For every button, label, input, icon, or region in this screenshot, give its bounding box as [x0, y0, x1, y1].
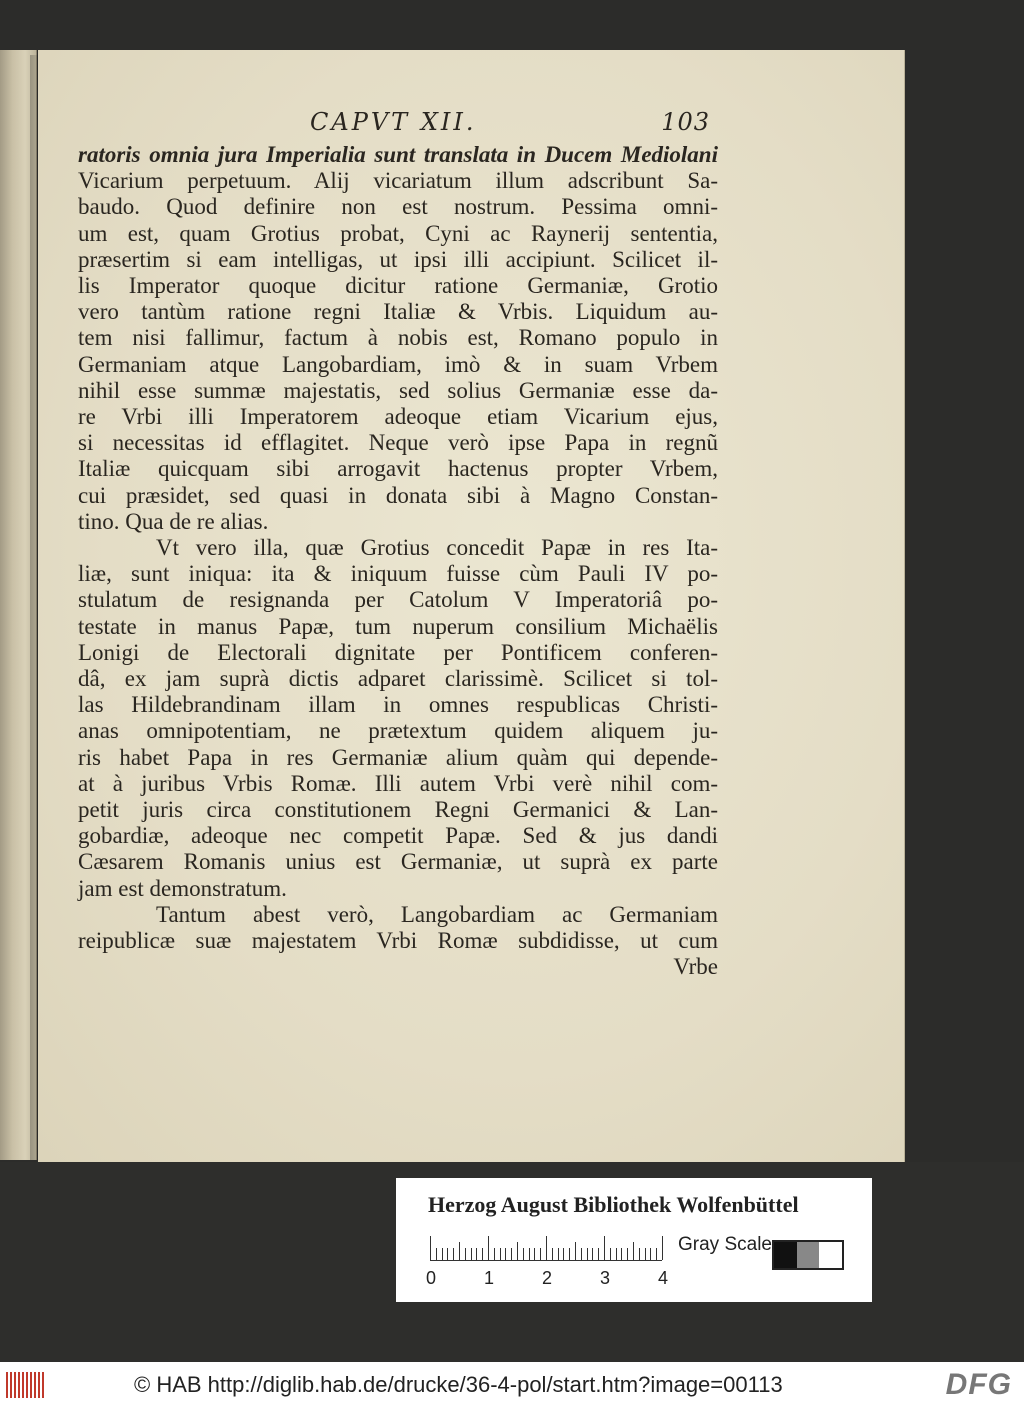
- viewer-footer: [0, 1362, 1024, 1408]
- ruler-tick: [639, 1248, 640, 1260]
- ruler-tick: [587, 1248, 588, 1260]
- ruler-tick: [592, 1248, 593, 1260]
- ruler-tick: [616, 1248, 617, 1260]
- ruler-number: 2: [542, 1268, 553, 1288]
- library-name: Herzog August Bibliothek Wolfenbüttel: [428, 1192, 799, 1217]
- text-line: anas omnipotentiam, ne prætextum quidem aliquem ju-: [78, 718, 718, 744]
- ruler-tick: [511, 1248, 512, 1260]
- body-text: [78, 142, 718, 981]
- text-line: Vicarium perpetuum. Alij vicariatum illum adscribunt Sa-: [78, 168, 718, 194]
- text-line: lis Imperator quoque dicitur ratione Germaniæ, Grotio: [78, 273, 718, 299]
- ruler-tick: [650, 1248, 651, 1260]
- ruler-tick: [656, 1248, 657, 1260]
- ruler-tick: [569, 1248, 570, 1260]
- ruler-tick: [633, 1242, 634, 1260]
- ruler-tick: [488, 1236, 489, 1260]
- text-line: at à juribus Vrbis Romæ. Illi autem Vrbi verè nihil com-: [78, 770, 718, 796]
- gray-scale-swatch: [772, 1240, 844, 1270]
- text-line: præsertim si eam intelligas, ut ipsi illi accipiunt. Scilicet il-: [78, 246, 718, 272]
- ruler-tick: [534, 1248, 535, 1260]
- ruler-tick: [494, 1248, 495, 1260]
- text-line: vero tantùm ratione regni Italiæ & Vrbis. Liquidum au-: [78, 299, 718, 325]
- text-line: Lonigi de Electorali dignitate per Pontificem conferen-: [78, 639, 718, 665]
- book-page: [38, 50, 904, 1162]
- text-line: las Hildebrandinam illam in omnes respublicas Christi-: [78, 692, 718, 718]
- ruler-tick: [627, 1248, 628, 1260]
- ruler-tick: [442, 1248, 443, 1260]
- text-line: petit juris circa constitutionem Regni Germanici & Lan-: [78, 797, 718, 823]
- ruler-tick: [505, 1248, 506, 1260]
- ruler-tick: [581, 1248, 582, 1260]
- text-line: si necessitas id efflagitet. Neque verò ipse Papa in regnũ: [78, 430, 718, 456]
- gray-patch: [774, 1242, 797, 1268]
- ruler-tick: [436, 1248, 437, 1260]
- ruler-tick: [558, 1248, 559, 1260]
- ruler-tick: [523, 1248, 524, 1260]
- text-line: ris habet Papa in res Germaniæ alium quàm qui depende-: [78, 744, 718, 770]
- ruler-tick: [604, 1236, 605, 1260]
- ruler-tick: [500, 1248, 501, 1260]
- ruler-tick: [575, 1242, 576, 1260]
- text-line: Italiæ quicquam sibi arrogavit hactenus propter Vrbem,: [78, 456, 718, 482]
- ruler-tick: [552, 1248, 553, 1260]
- ruler-tick: [662, 1236, 663, 1260]
- text-line: Tantum abest verò, Langobardiam ac Germaniam: [156, 901, 718, 927]
- ruler-tick: [546, 1236, 547, 1260]
- text-line: nihil esse summæ majestatis, sed solius Germaniæ esse da-: [78, 377, 718, 403]
- running-head: [78, 108, 718, 142]
- ruler-number: 1: [484, 1268, 495, 1288]
- ruler-tick: [447, 1248, 448, 1260]
- text-line: re Vrbi illi Imperatorem adeoque etiam Vicarium ejus,: [78, 404, 718, 430]
- text-line: Cæsarem Romanis unius est Germaniæ, ut suprà ex parte: [78, 849, 718, 875]
- text-line: Vt vero illa, quæ Grotius concedit Papæ in res Ita-: [156, 535, 718, 561]
- text-line: Germaniam atque Langobardiam, imò & in suam Vrbem: [78, 351, 718, 377]
- text-line: testate in manus Papæ, tum nuperum consilium Michaëlis: [78, 613, 718, 639]
- ruler-tick: [610, 1248, 611, 1260]
- chapter-heading: CAPVT XII.: [310, 108, 477, 136]
- page-number: 103: [661, 108, 710, 136]
- text-line: stulatum de resignanda per Catolum V Imperatoriâ po-: [78, 587, 718, 613]
- ruler-tick: [465, 1248, 466, 1260]
- text-line: baudo. Quod definire non est nostrum. Pessima omni-: [78, 194, 718, 220]
- text-line: cui præsidet, sed quasi in donata sibi à Magno Constan-: [78, 482, 718, 508]
- text-line: liæ, sunt iniqua: ita & iniquum fuisse cùm Pauli IV po-: [78, 561, 718, 587]
- ruler-tick: [645, 1248, 646, 1260]
- ruler-number: 0: [426, 1268, 437, 1288]
- color-reference-card: [396, 1178, 872, 1302]
- text-line: dâ, ex jam suprà dictis adparet clarissimè. Scilicet si tol-: [78, 666, 718, 692]
- text-line: um est, quam Grotius probat, Cyni ac Raynerij sententia,: [78, 220, 718, 246]
- text-line: gobardiæ, adeoque nec competit Papæ. Sed & jus dandi: [78, 823, 718, 849]
- page-text-block: [78, 108, 718, 981]
- ruler-number: 4: [658, 1268, 669, 1288]
- ruler-tick: [621, 1248, 622, 1260]
- ruler-tick: [540, 1248, 541, 1260]
- text-line: tino. Qua de re alias.: [78, 508, 269, 534]
- gray-scale-label: Gray Scale: [678, 1234, 772, 1255]
- text-line: jam est demonstratum.: [78, 875, 287, 901]
- ruler-tick: [529, 1248, 530, 1260]
- ruler-tick: [476, 1248, 477, 1260]
- ruler-number: 3: [600, 1268, 611, 1288]
- ruler-tick: [517, 1242, 518, 1260]
- text-line: tem nisi fallimur, factum à nobis est, Romano populo in: [78, 325, 718, 351]
- text-line: Vrbe: [673, 954, 718, 980]
- ruler-tick: [482, 1248, 483, 1260]
- gray-patch: [797, 1242, 820, 1268]
- ruler-tick: [471, 1248, 472, 1260]
- text-line: ratoris omnia jura Imperialia sunt translata in Ducem Mediolani: [78, 142, 718, 167]
- ruler-tick: [459, 1242, 460, 1260]
- dfg-logo: DFG: [945, 1368, 1012, 1401]
- gray-patch: [819, 1242, 842, 1268]
- ruler-tick: [453, 1248, 454, 1260]
- ruler-tick: [598, 1248, 599, 1260]
- hab-barcode-logo-icon: [6, 1372, 46, 1398]
- text-line: reipublicæ suæ majestatem Vrbi Romæ subdidisse, ut cum: [78, 928, 718, 954]
- ruler-tick: [563, 1248, 564, 1260]
- ruler-tick: [430, 1236, 431, 1260]
- ruler-scale: [430, 1236, 662, 1261]
- copyright-link[interactable]: © HAB http://diglib.hab.de/drucke/36-4-pol/start.htm?image=00113: [134, 1372, 783, 1397]
